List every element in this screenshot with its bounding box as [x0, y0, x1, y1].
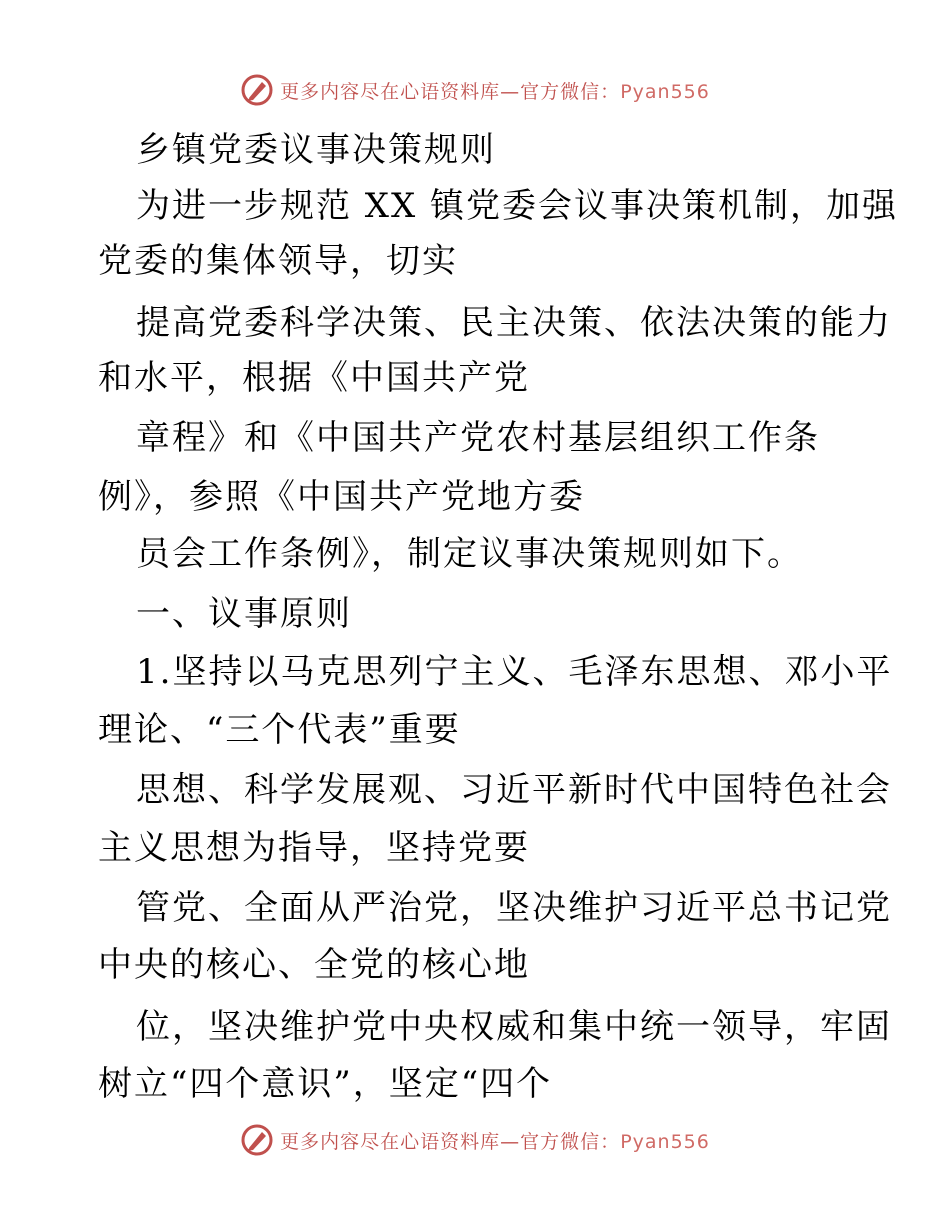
pen-nib-logo-icon — [240, 73, 274, 107]
paragraph-line: 章程》和《中国共产党农村基层组织工作条 — [136, 418, 820, 458]
paragraph-line: 思想、科学发展观、习近平新时代中国特色社会 — [136, 770, 892, 810]
paragraph-line: 提高党委科学决策、民主决策、依法决策的能力 — [136, 303, 892, 343]
banner-account: Pyan556 — [620, 80, 710, 103]
pen-nib-logo-icon — [240, 1123, 274, 1157]
paragraph-line: 员会工作条例》，制定议事决策规则如下。 — [136, 534, 803, 574]
header-banner — [0, 70, 950, 110]
banner-dash: — — [500, 80, 521, 103]
paragraph-line: 理论、“三个代表”重要 — [98, 710, 461, 750]
paragraph-line: 例》，参照《中国共产党地方委 — [98, 477, 585, 517]
section-heading: 一、议事原则 — [136, 594, 352, 634]
paragraph-line: 主义思想为指导，坚持党要 — [98, 828, 530, 868]
footer-banner — [0, 1120, 950, 1160]
banner-site-text: 更多内容尽在心语资料库 — [280, 80, 501, 103]
banner-text — [280, 1127, 710, 1154]
banner-account: Pyan556 — [620, 1130, 710, 1153]
paragraph-line: 位，坚决维护党中央权威和集中统一领导，牢固 — [136, 1007, 892, 1047]
document-title: 乡镇党委议事决策规则 — [136, 130, 496, 170]
paragraph-line: 和水平，根据《中国共产党 — [98, 358, 530, 398]
banner-site-text: 更多内容尽在心语资料库 — [280, 1130, 501, 1153]
paragraph-line: 1.坚持以马克思列宁主义、毛泽东思想、邓小平 — [136, 652, 893, 692]
paragraph-line: 中央的核心、全党的核心地 — [98, 945, 530, 985]
banner-official-label: 官方微信： — [520, 1130, 621, 1153]
paragraph-line: 树立“四个意识”，坚定“四个 — [98, 1064, 553, 1104]
paragraph-line: 管党、全面从严治党，坚决维护习近平总书记党 — [136, 888, 892, 928]
banner-official-label: 官方微信： — [520, 80, 621, 103]
banner-dash: — — [500, 1130, 521, 1153]
paragraph-line: 党委的集体领导，切实 — [98, 241, 458, 281]
banner-text — [280, 77, 710, 104]
paragraph-line: 为进一步规范 XX 镇党委会议事决策机制，加强 — [136, 186, 899, 226]
